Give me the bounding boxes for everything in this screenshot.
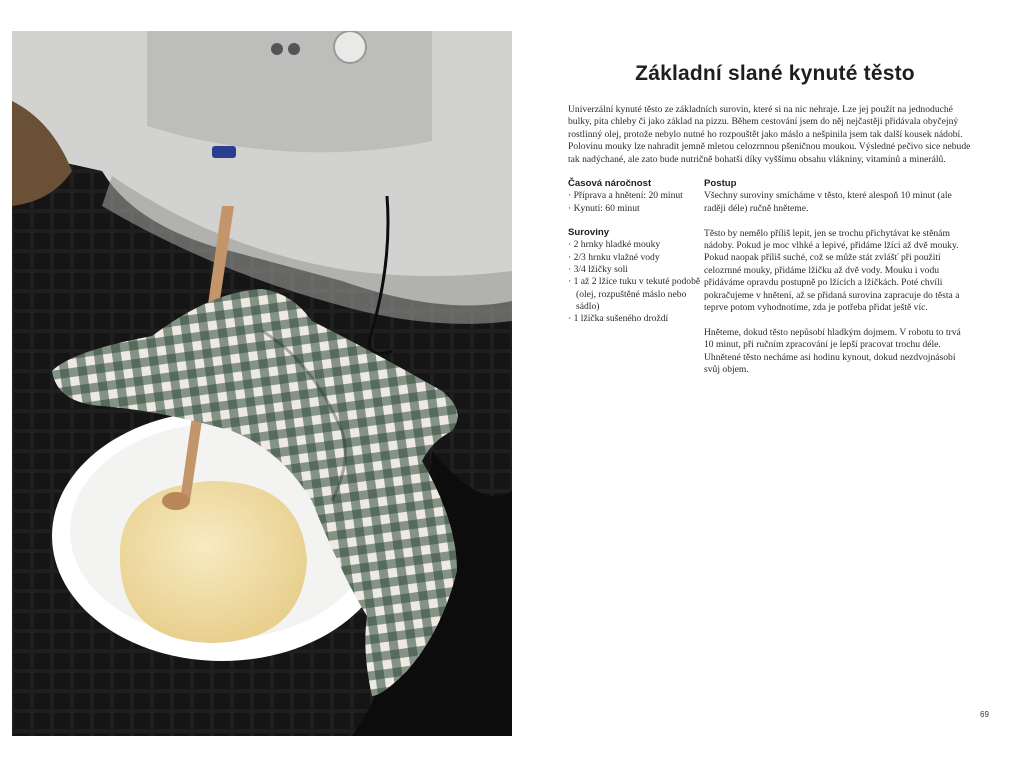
ingredients-heading: Suroviny [568, 227, 610, 239]
ingredient-item: · 2 hrnky hladké mouky [568, 239, 704, 251]
method-heading: Postup [704, 178, 737, 190]
time-item: · Kynutí: 60 minut [568, 203, 704, 215]
wooden-spoon-head [162, 492, 190, 510]
knob-icon [271, 43, 283, 55]
ingredient-item: · 1 lžička sušeného droždí [568, 313, 704, 325]
ingredients-list [568, 239, 704, 325]
time-item: · Příprava a hnětení: 20 minut [568, 190, 704, 202]
knob-icon [288, 43, 300, 55]
recipe-photo [12, 31, 512, 736]
page-number: 69 [980, 710, 989, 719]
recipe-sidebar [568, 178, 704, 389]
method-paragraph: Všechny suroviny smícháme v těsto, které alespoň 10 minut (ale raději déle) ručně hněteme. [704, 190, 952, 214]
gauge-icon [334, 31, 366, 63]
method-paragraph: Hněteme, dokud těsto nepůsobí hladkým dojmem. V robotu to trvá 10 minut, při ručním zpracování je lepší pracovat trochu déle. Uhnětené těsto necháme asi hodinu kynout, dokud nezdvojnásobí svůj objem. [704, 326, 961, 376]
ingredient-item: · 3/4 lžičky soli [568, 264, 704, 276]
recipe-intro: Univerzální kynuté těsto ze základních surovin, které si na nic nehraje. Lze jej použít na jednoduché bulky, pita chleby či jako základ na pizzu. Během cestování jsem do něj nejčastěji přidávala obyčejný rostlinný olej, protože nebylo nutné ho rozpouštět jako máslo a nešpinila jsem tak další kousek nádobí. Polovinu mouky lze nahradit jemně mletou celozrnnou pšeničnou moukou. Výsledné pečivo sice nebude tak nadýchané, ale zato bude nutričně bohatší díky vyššímu obsahu vlákniny, vitamínů a minerálů. [568, 104, 971, 165]
method-paragraph: Těsto by nemělo příliš lepit, jen se trochu přichytávat ke stěnám nádoby. Pokud je moc vlhké a lepivé, přidáme lžíci až dvě mouky. Pokud naopak příliš suché, což se může stát zvlášť při použití celozrnné mouky, přidáme lžičku až dvě vody. Mouku i vodu přidáváme opravdu postupně po lžících a lžičkách. Poté chvíli pokračujeme v hnětení, až se přidaná surovina zapracuje do těsta a teprve potom vyhodnotíme, zda je potřeba přidat ještě víc. [704, 227, 960, 314]
recipe-method [704, 178, 972, 389]
usb-port-light [212, 146, 236, 158]
time-heading: Časová náročnost [568, 178, 652, 190]
ingredient-item: · 2/3 hrnku vlažné vody [568, 252, 704, 264]
time-list [568, 190, 704, 215]
ingredient-item: · 1 až 2 lžíce tuku v tekuté podobě (olej, rozpuštěné máslo nebo sádlo) [568, 276, 704, 313]
recipe-text [568, 62, 976, 389]
dough-ball [120, 481, 307, 643]
recipe-title: Základní slané kynuté těsto [635, 62, 915, 85]
